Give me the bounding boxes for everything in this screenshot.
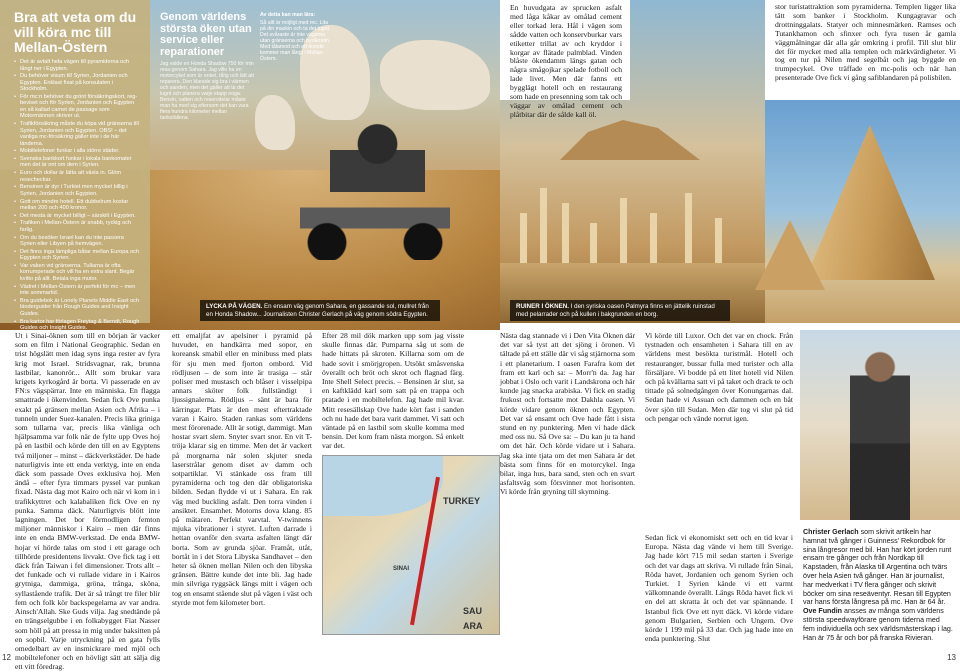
white-rock — [255, 95, 295, 150]
caption-title: LYCKA PÅ VÄGEN. — [206, 303, 263, 310]
sidebar-article — [160, 12, 255, 121]
fact-item: • Var vaken vid gränserna. Tullarna är ofta korrumperade och vill ha en extra slant. Begär kvitto på allt. Betala inga mutor. — [14, 263, 140, 283]
author-figure — [850, 350, 910, 520]
bio-text: som skrivit artikeln har hamnat två gånger i Guinness' Rekordbok för sina långresor med bil. Han har kört jorden runt ensam tre gånger och från Nordkap till Kapstaden, från Alaska till Argentina och tvärs över hela Asien två gånger. Han är journalist, har medverkat i TV flera gånger och skrivit böcker om sina reseäventyr. Resan till Egypten var hans första långresa på mc. Han är 64 år. — [803, 528, 952, 607]
map-label-sinai: SINAI — [393, 566, 410, 572]
paragraph: Efter 28 mil dök marken upp som jag visste skulle finnas där. Pumparna såg ut som de hade hittats på skroten. Killarna som om de hade sovit i smörjgropen. Utsökt småsvenska överallt och bröt och skrot och flagnad färg. Inte Shell Select precis. – Bensinen är slut, sa en kaftklädd karl som satt på en trappa och pratade i en mobiltelefon. Jag hade mil kvar. Mitt resesällskap Ove hade kört fast i sanden och nu hade det bara varit dammet. Vi satt och väntade på en lastbil som skulle komma med bensin. Det kom fram nästa morgon. Så enkelt var det. — [322, 331, 464, 451]
fact-item: • Mobiltelefoner funkar i alla större städer. — [14, 148, 140, 155]
fact-item: • Du behöver visum till Syrien, Jordanien och Egypten. Enklast fixat på konsulaten i Stockholm. — [14, 73, 140, 93]
mediterranean-sea — [323, 456, 443, 516]
text-column — [645, 533, 793, 658]
photo-caption — [510, 300, 730, 321]
fact-box-title: Bra att veta om du vill köra mc till Mellan-Östern — [14, 9, 137, 55]
desert-motorcycle-photo — [0, 0, 500, 331]
lesson-body: Så allt är möjligt med mc. Lita på din maskin och ta det lugnt. Det svåraste är inte vägarna utan gränserna och byråkratin. Med tålamod och ett leende kommer man långt i Mellan-Östern. — [260, 20, 331, 62]
paragraph: Vi körde till Luxor. Och det var en chock. Från tystnaden och ensamheten i Sahara till en av världens mest besökta turistmål. Hotell och restauranger, bussar fulla med turister och alla försäljare. Vi bodde på ett litet hotell vid Nilen och på kvällarna satt vi på taket och drack te och tittade på solnedgången över Konungarnas dal. Sedan hade vi Assuan och dammen och en båt över sjön till Sudan. Men där tog vi slut på tid och pengar och vände norrut igen. — [645, 331, 794, 423]
paragraph: Nästa dag stannade vi i Den Vita Öknen där det var så tyst att det sjöng i öronen. Vi tältade på ett ställe där vi såg stjärnorna som i ett planetarium. I oasen Farafra kom det fram ett karl och sa: – Morr'n da. Jag har jobbat i Oslo och varit i Landskrona och här kunde jag snacka arabiska. Vi fick en stadig frukost och fortsatte mot Dakhla oasen. Vi körde vidare genom öknen och Egypten. Det var så ensamt och Ove hade fått i sista stund en ny punktering. Men vi hade däck med oss nu. Så Ove sa: – Du kan ju ta hand om det här. Och körde vidare ut i Sahara. Jag ska inte tjata om det men Sahara är det bästa som finns för en motorcykel. Inga bilar, inga hus, bara sand, sten och en svart asfaltsväg som försvinner mot horisonten. Vi körde från gryning till skymning. — [500, 331, 635, 497]
text-column — [15, 331, 160, 672]
caption-title: RUINER I ÖKNEN. — [516, 303, 569, 310]
fact-item: • Trafiken i Mellan-Östern är snabb, ryckig och farlig. — [14, 220, 140, 233]
right-page-top — [500, 0, 960, 323]
fact-item: • Det är avtalt hela vägen till pyramiderna och långt ner i Egypten. — [14, 59, 140, 72]
photo-caption — [200, 300, 440, 321]
paragraph: ett emaljfat av apelsiner i pyramid på huvudet, en handkärra med sopor, en koreansk smabil eller en minibuss med plats för sju men med fjorton ombord. Vid rödljusen – de som inte är trasiga – står poliser med mustasch och blåser i visselpipa annars sköter folk fullständigt i ljussignalerna. Rödljus – sänt är bara för kärringar. Plats är den mest eftertraktade varan i Kairo. Staden rankas som världens mest förorenade. Allt är sotigt, dammigt. Man hostar svart slem. Snyter svart snor. En vit T-tröja klarar sig en timme. Men det är vackert på morgnarna när solen skjuter sneda laserstrålar genom diset av damm och sotpartiklar. Vi stänkade oss fram till pyramiderna och tog den där obligatoriska bilden. Sedan flydde vi ut i Sahara. En rak väg med buckling asfalt. Den torra vinden i ansiktet. Ensamhet. Motorns dova klang. 85 på mätaren. Perfekt varvtal. V-twinnens mjuka vibrationer i styret. Luften darrade i hettan ovanför den svarta asfalten längt där borta. Som av grunda sjöar. Framåt, utåt, bortåt in i det Stora Libyska Sandhavet – den heter så öknen mellan Nilen och den libyska gränsen. Bättre kunde det inte bli. Jag hade min silvriga ryggsäck längs mitt i vägen och tog en ensamt stående slut på vägen i väst och styrde mot fem kilometer bort. — [172, 331, 312, 607]
pyramid — [805, 125, 935, 280]
paragraph: Sedan fick vi ekonomiskt sett och en tid kvar i Europa. Nästa dag vände vi hem till Sverige. Jag hade kört 715 mil sedan starten i Sverige och det var dags att skriva. Vi rullade från Sinai, Röda havet, Jordanien och genom Syrien och Turkiet. I Syrien kände vi ett varmt välkomnande överallt. Längs Röda havet fick vi en del att skratta åt och det var spännande. I Istanbul fick Ove ett nytt däck. Vi körde vidare genom Bulgarien, Serbien och Ungern. Ove körde 1 199 mil på 33 dar. Och jag hade inte en enda punktering. Slut — [645, 533, 793, 644]
sidebar-title: Genom världens största öken utan service eller reparationer — [160, 11, 252, 58]
fact-item: • Svenska bankkort funkar i lokala bankomater men det är ont om dem i Syrien. — [14, 156, 140, 169]
top-photo-band — [0, 0, 960, 331]
map-label-turkey: TURKEY — [443, 496, 481, 506]
article-text-top — [500, 0, 630, 119]
fact-item: • Det mesta är mycket billigt – särskilt i Egypten. — [14, 213, 140, 220]
bio-paragraph — [803, 528, 953, 642]
article-text-top-right — [765, 0, 960, 100]
fact-item: • För mc:n behöver du grönt försäkringskort, reg-beviset och för Syrien, Jordanien och Egypten en så kallad carnet de passage som Motormännen skriver ut. — [14, 94, 140, 120]
fact-item: • Vädret i Mellan-Östern är perfekt för mc – men inte sommartid. — [14, 284, 140, 297]
paragraph: stor turistattraktion som pyramiderna. Templen ligger lika tätt som banker i Stockholm. Kungagravar och drottninggalats. Statyer och minnesmärken. Ramses och Tutankhamon och sfinxer och fyra tusen år gamla väggmålningar där alla går omkring i profil. Till slut blir det för mycket med alla templen och märkvärdigheter. Vi tog en tur på Nilen med segelbåt och jag byggde en trumpecykel. Ove träffade en mc-polis och när han presenterade Ove fick vi gång safiblandaren på polisbilen. — [775, 2, 956, 83]
text-column — [645, 331, 793, 526]
text-column — [322, 331, 464, 456]
fact-item: • Bensinen är dyr i Turkiet men mycket billig i Syrien, Jordanien och Egypten. — [14, 184, 140, 197]
bio-name-2: Ove Fundin — [803, 607, 843, 616]
sidebar-body: Jag valde en Honda Shadow 750 för min resa genom Sahara. Jag ville ha en motorcykel som är enkel, tålig och lätt att reparera. Den klarade sig bra i värmen och sanden, men det gäller att ta det lugnt och planera varje etapp noga. Bensin, vatten och reservdelar måste man ha med sig eftersom det kan vara flera hundra kilometer mellan tankställena. — [160, 61, 254, 121]
page-number-right: 13 — [947, 653, 956, 662]
route-map — [322, 455, 500, 635]
pyramid-photo — [765, 100, 960, 323]
fact-item: • Bra kartor har förlagen Freytag & Berndt, Rough Guides och Insight Guides. — [14, 319, 140, 332]
fact-item: • Gott om mindre hotell. Ett dubbelrum kostar mellan 200 och 400 kronor. — [14, 199, 140, 212]
caption-text: I den syriska oasen Palmyra finns en jättelik ruinstad med pelarrader och på kullen i bakgrunden en borg. — [516, 303, 715, 318]
text-column — [172, 331, 312, 607]
fact-item: • Trafikförsäkring måste du köpa vid gränserna till Syrien, Jordanien och Egypten. OBS! – det vanliga mc-försäkring gäller inte i de här länderna. — [14, 121, 140, 147]
fact-item: • Om du besöker Israel kan du inte passera Syrien eller Libyen på hemvägen. — [14, 235, 140, 248]
fact-item: • Det finns inga lämpliga båtar mellan Europa och Egypten och Syrien. — [14, 249, 140, 262]
caption-text: En ensam väg genom Sahara, en gassande sol, mullret från en Honda Shadow... Journalisten Christer Gerlach på väg genom södra Egypten. — [206, 303, 429, 318]
palmyra-ruins-photo — [500, 0, 765, 323]
fact-item: • Euro och dollar är lätta att växla in. Glöm resecheckar. — [14, 170, 140, 183]
text-column — [500, 331, 635, 661]
bio-name: Christer Gerlach — [803, 528, 859, 536]
pyramid — [755, 220, 825, 290]
page-number-left: 12 — [2, 653, 11, 662]
author-portrait-photo — [800, 330, 960, 520]
lesson-box — [260, 12, 332, 62]
author-bio — [803, 528, 953, 642]
fact-list — [14, 59, 140, 332]
lesson-heading: Av detta kan man lära: — [260, 12, 316, 18]
paragraph: En huvudgata av sprucken asfalt med låga kåkar av omålad cement eller torkad lera. Hål i vägen som sådde vatten och konservburkar vars etiketter trillat av och kryddor i korgar av flätade palmblad. Vinden blåste ökendamm längs gatan och några smågojkar spelade fotboll och lade livet. Men där fanns ett bygglägt hotell och en restaurang som hade en presenning som tak och väggar av omålad cement och plåtbitar där de sålde kall öl. — [510, 3, 622, 119]
fact-box — [0, 0, 150, 331]
map-label-sau: SAU — [463, 606, 483, 616]
fact-item: • Bra guidebok är Lonely Planets Middle East och länderguider från Rough Guides and Insight Guides. — [14, 298, 140, 318]
map-label-ara: ARA — [463, 621, 483, 631]
white-rock — [380, 40, 490, 110]
rider — [330, 120, 425, 240]
bio-text-2: ansses av många som världens största speedwayförare genom tiderna med fem individuella och sex världsmästerskap i lag. Han är 75 år och bor på franska Rivieran. — [803, 607, 953, 642]
paragraph: Ut i Sinai-öknen som till en början är vacker som en film i National Geographic. Sedan en trist högslätt men idag syns inga rester av fyra krig mot Israel. Stridsvagnar, rak, brunna lastbilar, kanonrör... Allt som brukar vara krigets kyrkogård är borta. Vi passerade en av FN:s vägspärrar. Inte en människa. En flagga smattrade i ökenvinden. Sedan fick Ove punka exakt på gränsen mellan Asien och Afrika – i tunneln under Suez-kanalen. Precis lika griniga som tullarna var, precis lika vänliga och hjälpsamma var folk när de fylte upp Oves hoj på en lastbil och körde den till en av Egyptens två miljoner – minst – däckverkstäder. De hade naturligtvis inte ett enda verktyg, inte en enda däck som passade Oves exklusiva hoj. Men ändå – efter fyra timmars pyssel var punkan fixad. Nästa dag mot Kairo och när vi kom in i trafikkyttret och kalabaliken fick Ove en ny punka. Samma däck. Naturligtvis blött inte lagningen. Det bor förmodligen femton miljoner människor i Kairo – men där finns inte en enda BMW-verkstad. De enda BMW-hojar vi hörde talas om stod i ett garage och tillhörde presidentens livvakt. Ove fick tag i ett däck från Taiwan i fel dimensioner. Trots allt – det funkade och vi rullade vidare in i Kairos grytniga, dammiga, gröna, trånga, sköna, syllastående trafik. Det är så trångt tre filer blir fem och folk kör backspegelarna av var andra. Ainsch'Allah. Ske Guds vilja. Jag snedtände på en trängselgubbe i en folkabygget Fiat Nasser som höll på att pressa in mig under baksitten på en sopbil. Varje utryckning på en gata fylls omedelbart av en insmickrare med mjöl och mobiltelefoner och en hövligt sätt att sälja dig ett vitt föredrag. — [15, 331, 160, 672]
hill-castle — [560, 120, 700, 160]
